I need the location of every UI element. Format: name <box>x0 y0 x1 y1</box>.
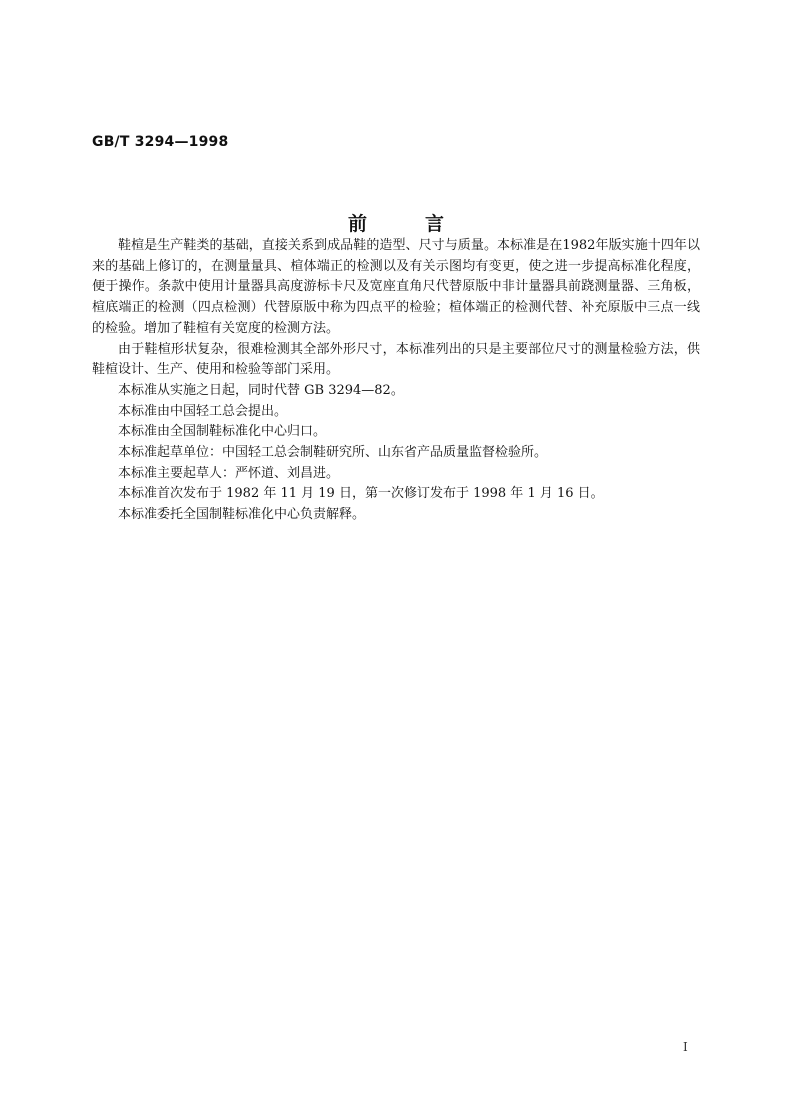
preface-paragraph-4: 本标准由中国轻工总会提出。 <box>118 403 288 419</box>
preface-paragraph-9: 本标准委托全国制鞋标准化中心负责解释。 <box>118 507 366 523</box>
preface-paragraph-7: 本标准主要起草人：严怀道、刘昌进。 <box>118 465 340 481</box>
preface-paragraph-2: 由于鞋楦形状复杂，很难检测其全部外形尺寸，本标准列出的只是主要部位尺寸的测量检验方法，供鞋楦设计、生产、使用和检验等部门采用。 <box>92 341 700 378</box>
standard-code: GB/T 3294—1998 <box>92 134 229 150</box>
preface-paragraph-3: 本标准从实施之日起，同时代替 GB 3294—82。 <box>118 382 404 398</box>
preface-paragraph-1: 鞋楦是生产鞋类的基础，直接关系到成品鞋的造型、尺寸与质量。本标准是在1982年版实施十四年以来的基础上修订的，在测量量具、楦体端正的检测以及有关示图均有变更，使之进一步提高标准化程度，便于操作。条款中使用计量器具高度游标卡尺及宽座直角尺代替原版中非计量器具前跷测量器、三角板，楦底端正的检测（四点检测）代替原版中称为四点平的检验；楦体端正的检测代替、补充原版中三点一线的检验。增加了鞋楦有关宽度的检测方法。 <box>92 238 700 336</box>
preface-paragraph-8: 本标准首次发布于 1982 年 11 月 19 日，第一次修订发布于 1998 年 1 月 16 日。 <box>118 486 604 502</box>
page-title: 前言 <box>347 212 502 235</box>
preface-paragraph-6: 本标准起草单位：中国轻工总会制鞋研究所、山东省产品质量监督检验所。 <box>118 445 548 461</box>
page-number: I <box>683 1040 688 1054</box>
preface-body <box>92 236 700 526</box>
preface-paragraph-5: 本标准由全国制鞋标准化中心归口。 <box>118 424 327 440</box>
